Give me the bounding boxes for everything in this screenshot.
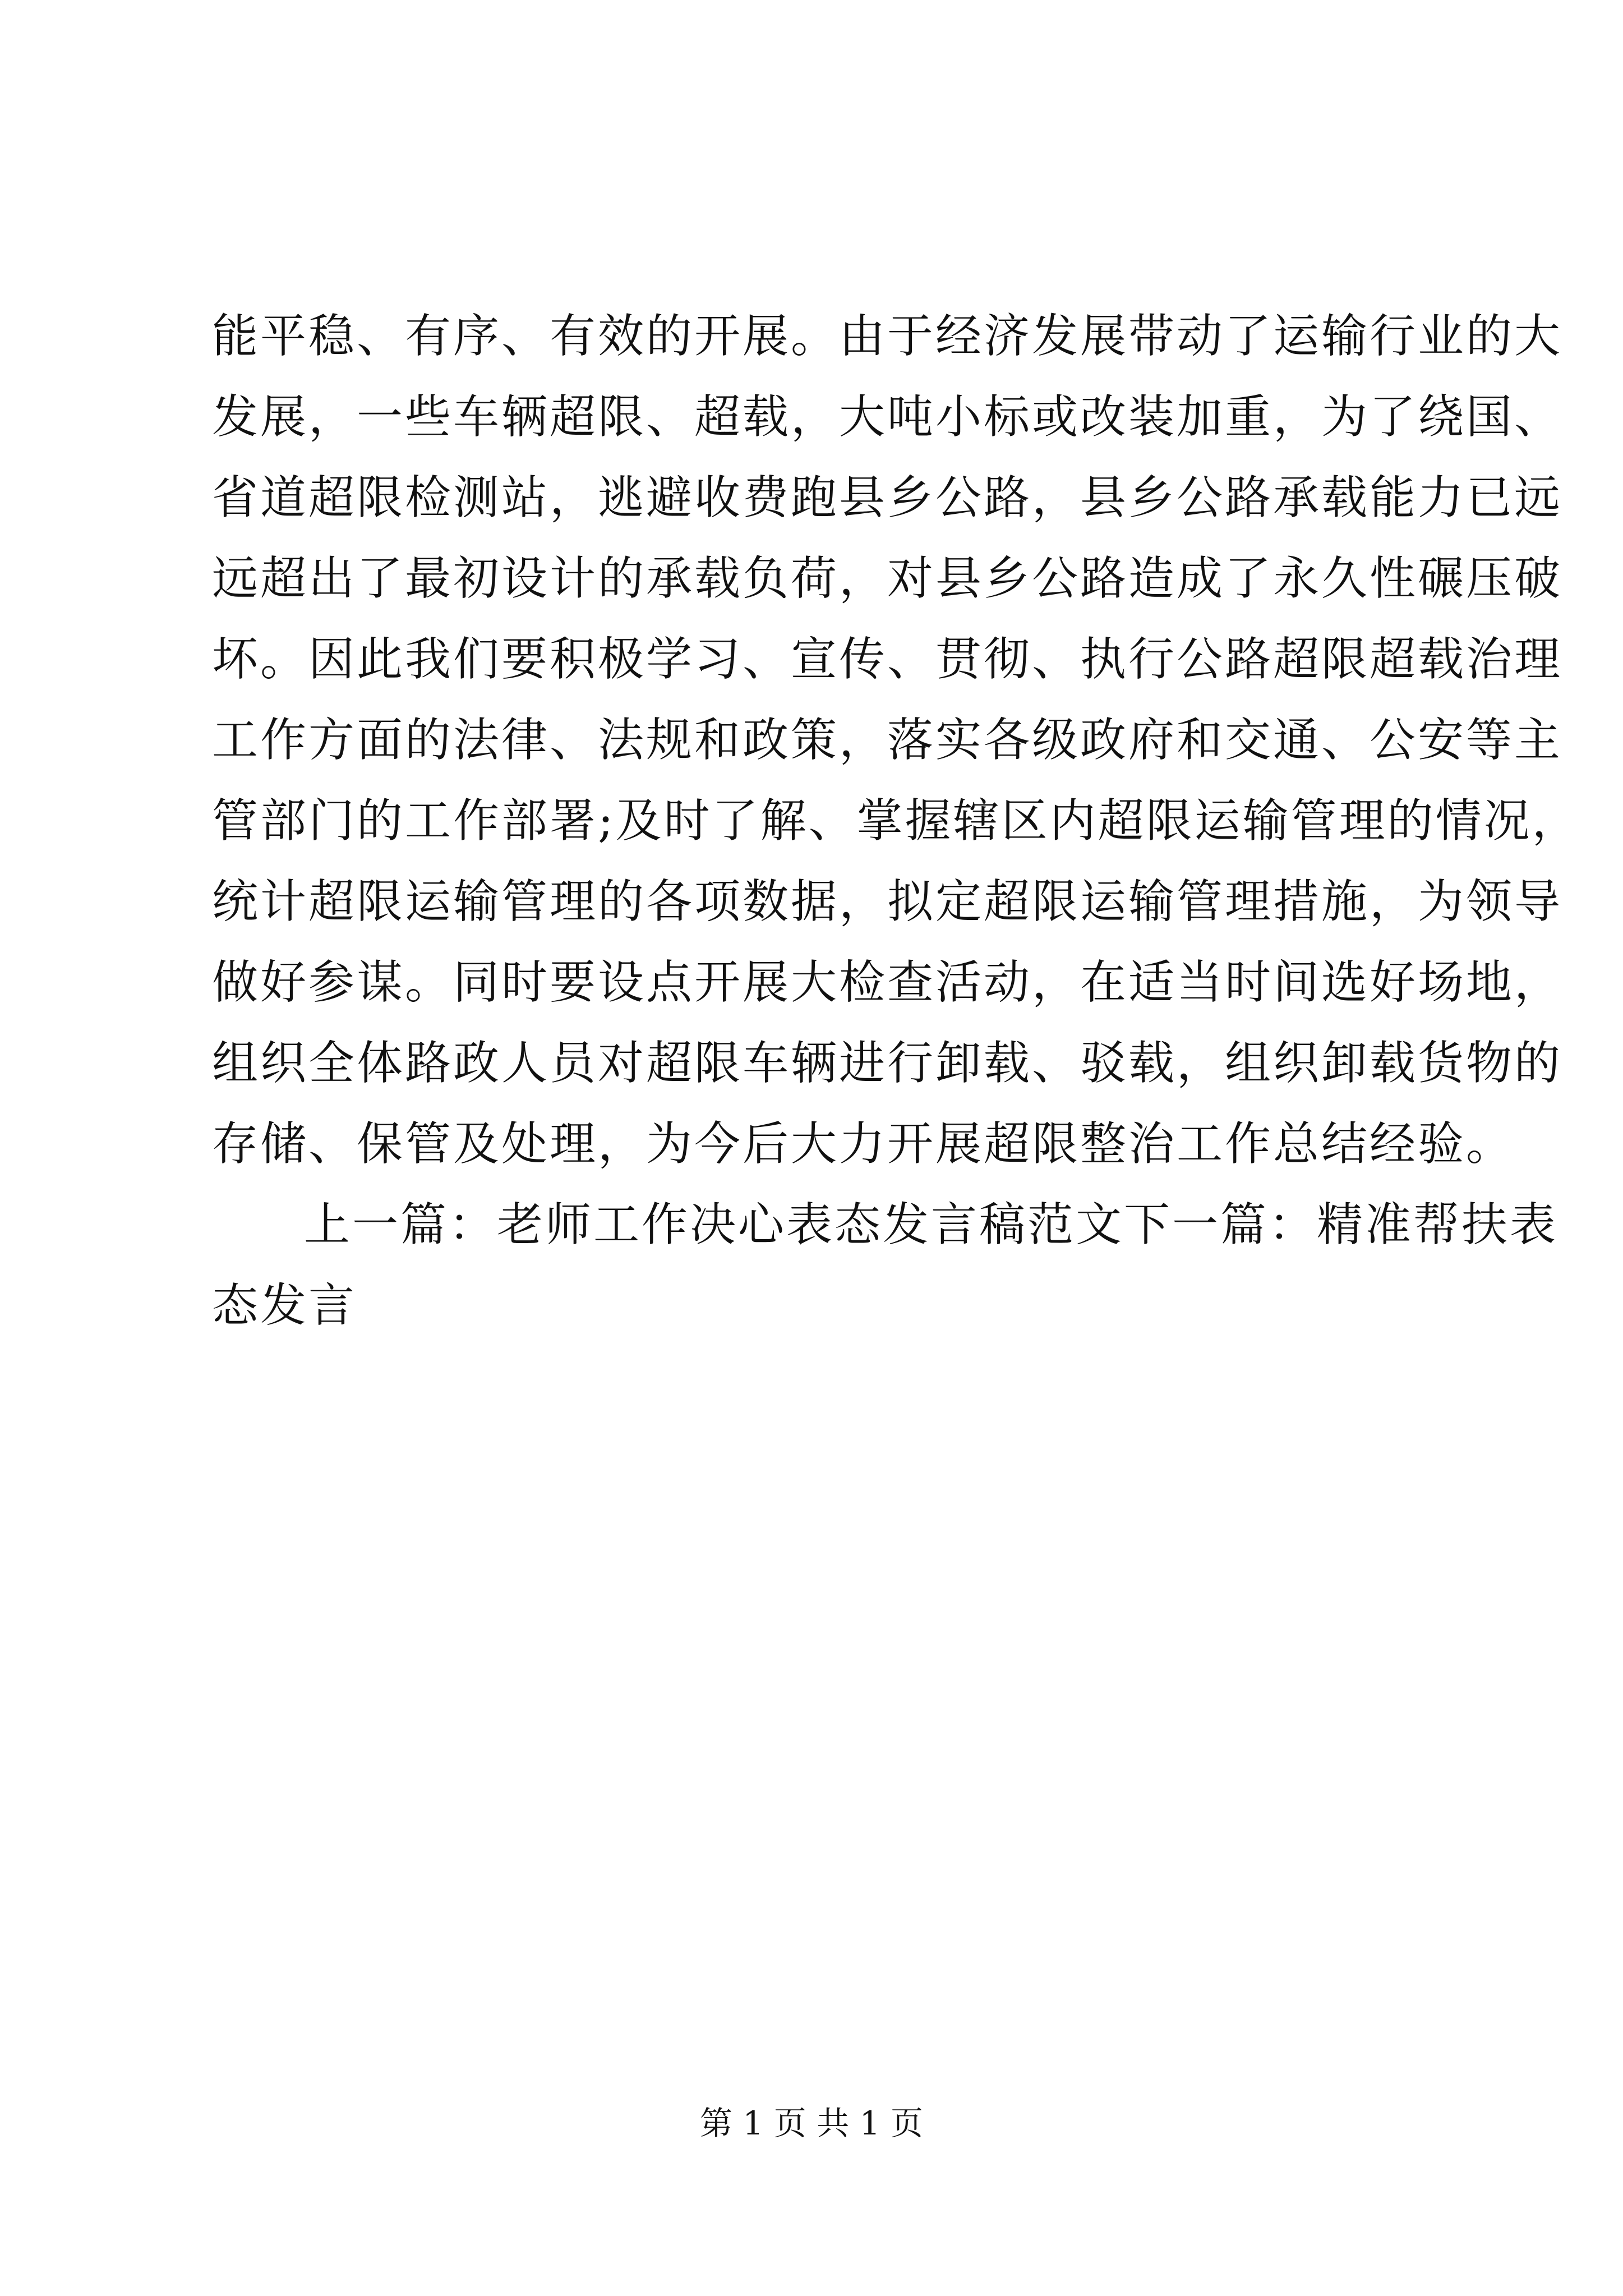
prev-next-navigation-line[interactable]: 态发言 <box>212 1279 357 1332</box>
prev-next-navigation-line[interactable]: 上一篇：老师工作决心表态发言稿范文下一篇：精准帮扶表 <box>304 1198 1559 1251</box>
page-footer <box>0 2101 1623 2146</box>
paragraph-line: 坏。因此我们要积极学习、宣传、贯彻、执行公路超限超载治理 <box>212 633 1563 686</box>
paragraph-line: 管部门的工作部署;及时了解、掌握辖区内超限运输管理的情况， <box>212 794 1580 848</box>
paragraph-line: 做好参谋。同时要设点开展大检查活动，在适当时间选好场地， <box>212 956 1563 1009</box>
paragraph-line: 省道超限检测站，逃避收费跑县乡公路，县乡公路承载能力已远 <box>212 471 1563 524</box>
document-body <box>212 296 1580 1346</box>
paragraph-line: 发展，一些车辆超限、超载，大吨小标或改装加重，为了绕国、 <box>212 390 1563 444</box>
paragraph-line: 统计超限运输管理的各项数据，拟定超限运输管理措施，为领导 <box>212 875 1563 928</box>
paragraph-line: 工作方面的法律、法规和政策，落实各级政府和交通、公安等主 <box>212 714 1563 767</box>
page-number-indicator: 第 1 页 共 1 页 <box>700 2104 923 2142</box>
paragraph-line: 组织全体路政人员对超限车辆进行卸载、驳载，组织卸载货物的 <box>212 1037 1563 1090</box>
paragraph-line: 远超出了最初设计的承载负荷，对县乡公路造成了永久性碾压破 <box>212 552 1563 605</box>
paragraph-line: 存储、保管及处理，为今后大力开展超限整治工作总结经验。 <box>212 1117 1515 1171</box>
paragraph-line: 能平稳、有序、有效的开展。由于经济发展带动了运输行业的大 <box>212 310 1563 363</box>
